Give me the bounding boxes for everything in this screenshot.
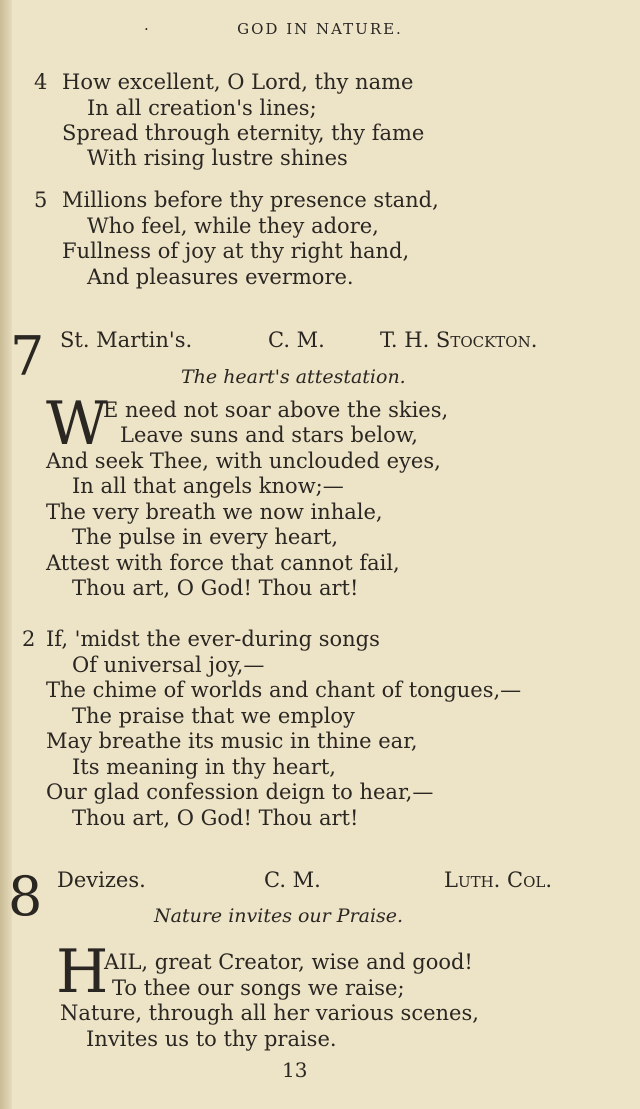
hymn-number: 8 [8, 865, 43, 928]
verse-line: If, 'midst the ever-during songs [46, 627, 380, 651]
verse-number: 2 [22, 627, 36, 651]
hymn-subtitle: The heart's attestation. [181, 366, 406, 388]
verse-number: 5 [34, 188, 48, 212]
header-dot: · [144, 20, 151, 38]
meter: C. M. [264, 868, 321, 892]
verse-line: Who feel, while they adore, [87, 214, 379, 238]
verse-line: Attest with force that cannot fail, [46, 551, 400, 575]
verse-line: Thou art, O God! Thou art! [72, 806, 359, 830]
verse-line: Nature, through all her various scenes, [60, 1001, 479, 1025]
verse-line: Our glad confession deign to hear,— [46, 780, 434, 804]
verse-line: How excellent, O Lord, thy name [62, 70, 414, 94]
drop-cap: W [46, 389, 108, 459]
page-number: 13 [282, 1058, 308, 1082]
drop-cap: H [56, 937, 109, 1007]
running-header [0, 20, 640, 38]
author: T. H. Stockton. [380, 328, 538, 352]
verse-line: Thou art, O God! Thou art! [72, 576, 359, 600]
hymn-subtitle: Nature invites our Praise. [154, 905, 404, 927]
verse-line: The chime of worlds and chant of tongues,— [46, 678, 522, 702]
verse-line: Its meaning in thy heart, [72, 755, 336, 779]
verse-line: E need not soar above the skies, [103, 398, 449, 422]
verse-line: AIL, great Creator, wise and good! [104, 950, 473, 974]
verse-line: In all that angels know;— [72, 474, 344, 498]
verse-line: To thee our songs we raise; [112, 976, 405, 1000]
verse-line: The praise that we employ [72, 704, 355, 728]
verse-line: Of universal joy,— [72, 653, 265, 677]
verse-line: The very breath we now inhale, [46, 500, 383, 524]
tune-name: Devizes. [57, 868, 146, 892]
verse-line: Millions before thy presence stand, [62, 188, 439, 212]
verse-line: And pleasures evermore. [87, 265, 354, 289]
verse-line: Invites us to thy praise. [86, 1027, 337, 1051]
hymn-number: 7 [10, 325, 45, 388]
verse-line: The pulse in every heart, [72, 525, 339, 549]
verse-line: In all creation's lines; [87, 96, 317, 120]
verse-line: Fullness of joy at thy right hand, [62, 239, 410, 263]
meter: C. M. [268, 328, 325, 352]
verse-line: May breathe its music in thine ear, [46, 729, 418, 753]
verse-line: And seek Thee, with unclouded eyes, [46, 449, 441, 473]
tune-name: St. Martin's. [60, 328, 193, 352]
page-gutter [0, 0, 12, 1109]
verse-number: 4 [34, 70, 48, 94]
author: Luth. Col. [444, 868, 553, 892]
verse-line: With rising lustre shines [87, 146, 348, 170]
verse-line: Leave suns and stars below, [120, 423, 418, 447]
verse-line: Spread through eternity, thy fame [62, 121, 425, 145]
header-title: GOD IN NATURE. [237, 20, 403, 38]
